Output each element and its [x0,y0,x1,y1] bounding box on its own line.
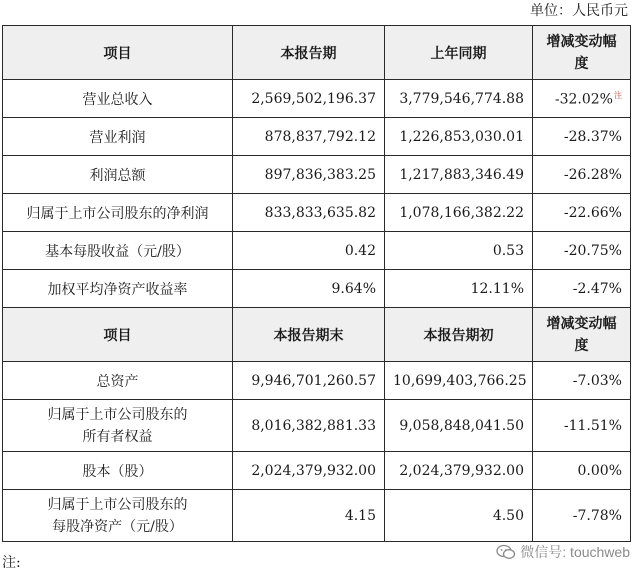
header-row-balance [3,308,631,362]
change-value: -20.75% [533,232,631,270]
current-value: 897,836,383.25 [233,156,385,194]
header-item: 项目 [3,26,233,80]
end-value: 2,024,379,932.00 [233,452,385,490]
table-row [3,452,631,490]
prior-value: 3,779,546,774.88 [385,80,533,118]
row-label-line1: 归属于上市公司股东的 [47,496,188,513]
watermark-text: 微信号: touchweb [520,544,630,560]
header-period-start: 本报告期初 [385,308,533,362]
prior-value: 1,217,883,346.49 [385,156,533,194]
header-change: 增减变动幅度 [533,308,631,362]
row-label: 基本每股收益（元/股） [3,232,233,270]
table-row [3,362,631,400]
start-value: 10,699,403,766.25 [385,362,533,400]
current-value: 2,569,502,196.37 [233,80,385,118]
row-label: 营业利润 [3,118,233,156]
unit-label: 单位：人民币元 [530,3,628,19]
current-value: 833,833,635.82 [233,194,385,232]
wechat-icon [496,544,516,560]
table-row [3,270,631,308]
note-marker: 注 [614,90,622,100]
start-value: 9,058,848,041.50 [385,400,533,452]
header-current-period: 本报告期 [233,26,385,80]
change-value: -11.51% [533,400,631,452]
row-label: 归属于上市公司股东的净利润 [3,194,233,232]
change-value: -7.78% [533,490,631,542]
table-row [3,156,631,194]
header-period-end: 本报告期末 [233,308,385,362]
end-value: 9,946,701,260.57 [233,362,385,400]
prior-value: 1,226,853,030.01 [385,118,533,156]
row-label [3,400,233,452]
row-label: 加权平均净资产收益率 [3,270,233,308]
row-label-line1: 归属于上市公司股东的 [47,406,188,423]
prior-value: 12.11% [385,270,533,308]
financial-summary-table [2,25,631,542]
change-value: -26.28% [533,156,631,194]
change-value: -7.03% [533,362,631,400]
current-value: 0.42 [233,232,385,270]
change-text: -32.02% [554,91,613,108]
table-row [3,490,631,542]
table-row [3,232,631,270]
start-value: 4.50 [385,490,533,542]
table-row [3,400,631,452]
change-value [533,80,631,118]
current-value: 9.64% [233,270,385,308]
table-row [3,194,631,232]
start-value: 2,024,379,932.00 [385,452,533,490]
row-label [3,490,233,542]
end-value: 4.15 [233,490,385,542]
current-value: 878,837,792.12 [233,118,385,156]
change-value: -2.47% [533,270,631,308]
change-value: 0.00% [533,452,631,490]
row-label: 营业总收入 [3,80,233,118]
row-label-line2: 每股净资产（元/股） [52,518,183,535]
change-value: -28.37% [533,118,631,156]
row-label: 利润总额 [3,156,233,194]
table-row [3,80,631,118]
header-row-period [3,26,631,80]
table-row [3,118,631,156]
prior-value: 1,078,166,382.22 [385,194,533,232]
prior-value: 0.53 [385,232,533,270]
footer-note: 注: [2,555,21,571]
header-prior-period: 上年同期 [385,26,533,80]
row-label-line2: 所有者权益 [82,428,153,445]
watermark [496,542,630,562]
row-label: 股本（股） [3,452,233,490]
end-value: 8,016,382,881.33 [233,400,385,452]
change-value: -22.66% [533,194,631,232]
header-change: 增减变动幅度 [533,26,631,80]
row-label: 总资产 [3,362,233,400]
header-item: 项目 [3,308,233,362]
